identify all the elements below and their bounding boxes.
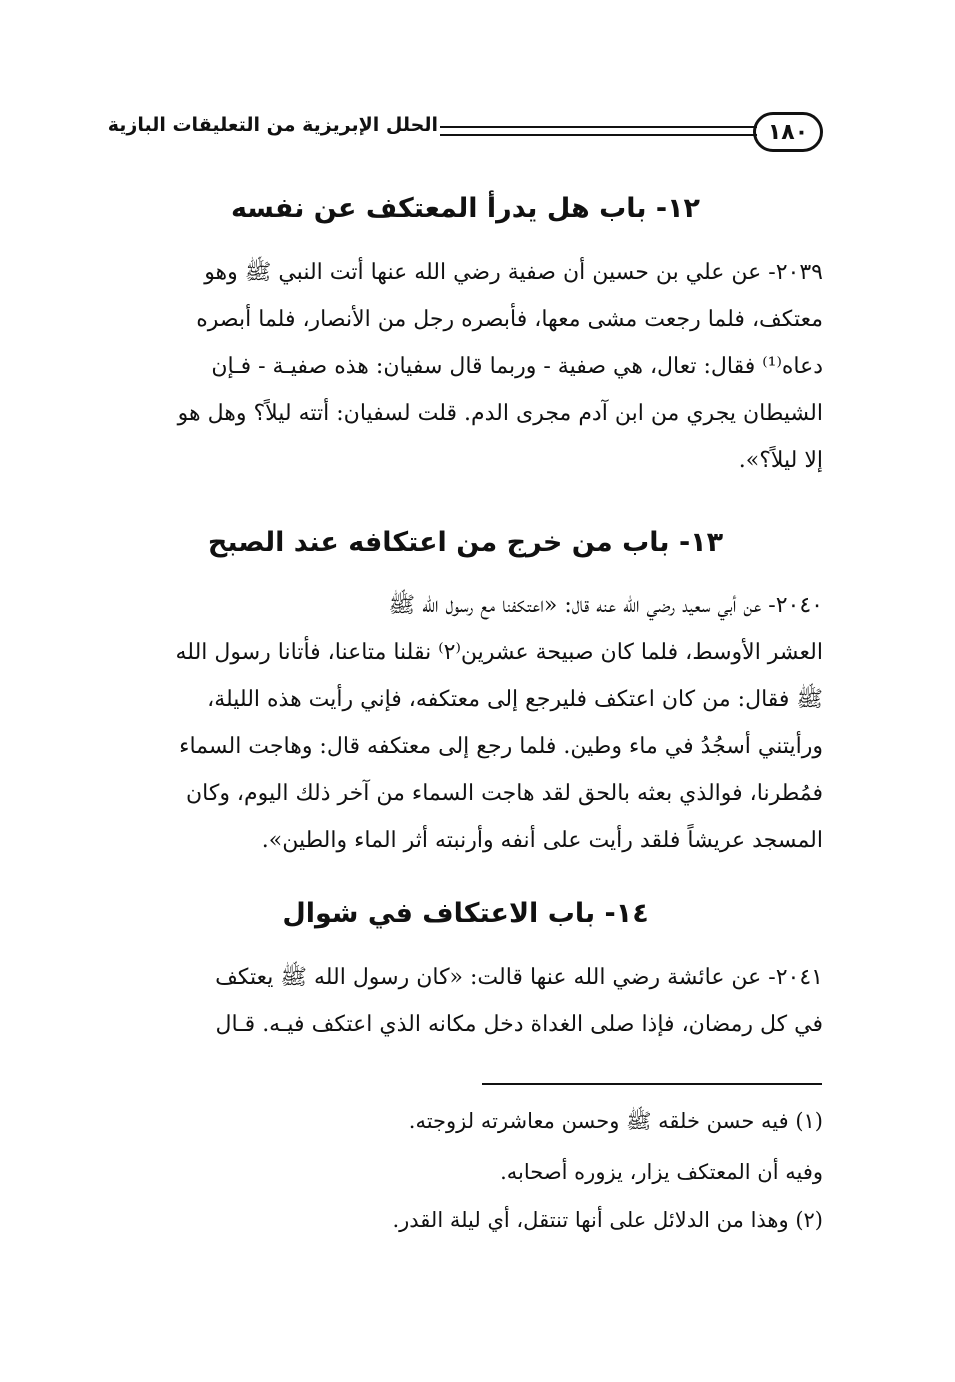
text-line: العشر الأوسط، فلما كان صبيحة عشرين⁽٢⁾ نقلنا متاعنا، فأتانا رسول الله <box>175 640 823 665</box>
text-line: دعاه⁽¹⁾ فقال: تعال، هي صفية - وربما قال سفيان: هذه صفيـة - فـإن <box>211 354 823 379</box>
text-line: المسجد عريشاً فلقد رأيت على أنفه وأرنبته أثر الماء والطين». <box>261 828 823 853</box>
text-line: ٢٠٣٩- عن علي بن حسين أن صفية رضي الله عنها أتت النبي ﷺ وهو <box>204 260 823 285</box>
text-line: إلا ليلاً؟». <box>738 448 823 473</box>
text-line: ٢٠٤٠- عن أبي سعيد رضي الله عنه قال: «اعتكفنا مع رسول الله ﷺ <box>388 593 823 618</box>
running-header <box>108 112 823 156</box>
page-number-badge: ١٨٠ <box>753 112 823 152</box>
chapter-heading-13: ١٣- باب من خرج من اعتكافه عند الصبح <box>207 527 724 558</box>
footnote-1: (١) فيه حسن خلقه ﷺ وحسن معاشرته لزوجته. <box>408 1109 823 1133</box>
book-title: الحلل الإبريزية من التعليقات البازية <box>107 114 438 136</box>
chapter-heading-14: ١٤- باب الاعتكاف في شوال <box>282 898 649 929</box>
footnote-1-continuation: وفيه أن المعتكف يزار، يزوره أصحابه. <box>500 1160 823 1184</box>
hadith-2039 <box>108 249 823 484</box>
text-line: فمُطرنا، فوالذي بعثه بالحق لقد هاجت السماء من آخر ذلك اليوم، وكان <box>185 781 823 806</box>
text-line: معتكف، فلما رجعت مشى معها، فأبصره رجل من الأنصار، فلما أبصره <box>196 307 823 332</box>
hadith-2041 <box>108 954 823 1048</box>
text-line: ورأيتني أسجُدُ في ماء وطين. فلما رجع إلى معتكفه قال: وهاجت السماء <box>179 734 823 759</box>
hadith-2040 <box>108 582 823 864</box>
footnote-2: (٢) وهذا من الدلائل على أنها تنتقل، أي ليلة القدر. <box>392 1208 823 1232</box>
text-line: ٢٠٤١- عن عائشة رضي الله عنها قالت: «كان رسول الله ﷺ يعتكف <box>215 965 823 990</box>
chapter-heading-12: ١٢- باب هل يدرأ المعتكف عن نفسه <box>230 193 701 224</box>
header-double-rule <box>440 126 757 136</box>
text-line: في كل رمضان، فإذا صلى الغداة دخل مكانه الذي اعتكف فيـه. قـال <box>215 1012 823 1037</box>
text-line: ﷺ فقال: من كان اعتكف فليرجع إلى معتكفه، فإني رأيت هذه الليلة، <box>207 687 823 712</box>
text-line: الشيطان يجري من ابن آدم مجرى الدم. قلت لسفيان: أتته ليلاً؟ وهل هو <box>177 401 823 426</box>
footnote-separator <box>482 1083 822 1085</box>
